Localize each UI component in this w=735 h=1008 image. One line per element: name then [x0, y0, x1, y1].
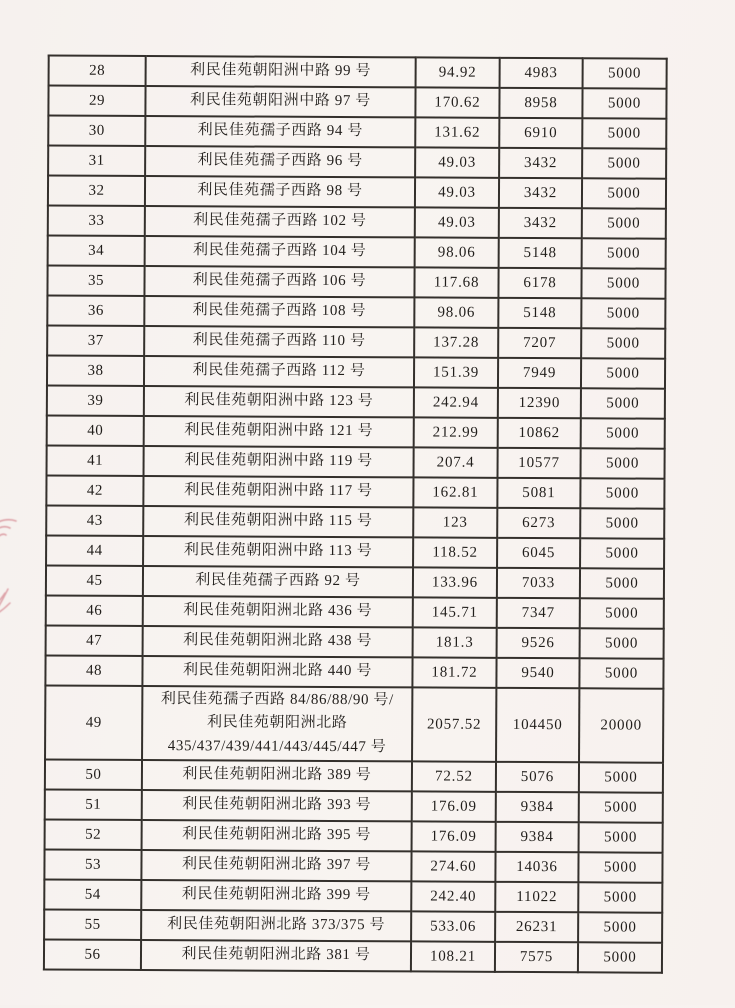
value-c-cell: 5000 [580, 508, 664, 538]
row-number-cell: 28 [49, 55, 146, 86]
value-b-cell: 8958 [499, 88, 582, 118]
value-c-cell: 5000 [579, 822, 663, 852]
table-row [47, 385, 665, 418]
row-number-cell: 43 [46, 505, 143, 536]
value-b-cell: 7949 [498, 358, 581, 388]
value-c-cell: 5000 [581, 448, 665, 478]
value-c-cell: 5000 [581, 388, 665, 418]
value-a-cell: 212.99 [414, 417, 498, 447]
table-row [48, 175, 666, 208]
table-row [46, 535, 664, 568]
row-number-cell: 44 [46, 535, 143, 566]
row-number-cell: 47 [46, 625, 143, 656]
address-cell: 利民佳苑孺子西路 112 号 [144, 356, 414, 387]
value-b-cell: 9384 [496, 822, 579, 852]
row-number-cell: 34 [48, 235, 145, 266]
address-cell: 利民佳苑朝阳洲北路 397 号 [141, 850, 411, 881]
table-row [46, 625, 664, 658]
value-c-cell: 5000 [581, 358, 665, 388]
value-b-cell: 6178 [498, 268, 581, 298]
table-row [45, 819, 663, 852]
value-b-cell: 12390 [498, 388, 581, 418]
value-a-cell: 242.94 [414, 387, 498, 417]
row-number-cell: 45 [46, 565, 143, 596]
value-a-cell: 242.40 [411, 881, 495, 911]
address-cell: 利民佳苑朝阳洲北路 393 号 [142, 790, 412, 821]
value-c-cell: 5000 [580, 628, 664, 658]
value-a-cell: 151.39 [414, 357, 498, 387]
value-b-cell: 5148 [498, 298, 581, 328]
address-cell: 利民佳苑朝阳洲中路 119 号 [144, 446, 414, 477]
table-row [44, 879, 662, 912]
value-b-cell: 7033 [497, 568, 580, 598]
value-c-cell: 5000 [580, 478, 664, 508]
table-row [47, 445, 665, 478]
value-b-cell: 10862 [498, 418, 581, 448]
value-a-cell: 274.60 [411, 851, 495, 881]
row-number-cell: 53 [44, 849, 141, 880]
value-b-cell: 4983 [500, 58, 583, 88]
row-number-cell: 56 [44, 939, 141, 970]
value-c-cell: 5000 [578, 912, 662, 942]
address-cell: 利民佳苑朝阳洲中路 115 号 [143, 506, 413, 537]
value-b-cell: 5081 [497, 478, 580, 508]
value-b-cell: 6273 [497, 508, 580, 538]
row-number-cell: 41 [47, 445, 144, 476]
value-c-cell: 5000 [581, 268, 665, 298]
fee-table-body [44, 55, 667, 972]
row-number-cell: 48 [45, 655, 142, 686]
value-b-cell: 7207 [498, 328, 581, 358]
address-cell: 利民佳苑朝阳洲北路 395 号 [142, 820, 412, 851]
table-row [49, 55, 667, 88]
value-a-cell: 49.03 [415, 147, 499, 177]
fee-table [43, 54, 668, 973]
address-cell: 利民佳苑孺子西路 84/86/88/90 号/ 利民佳苑朝阳洲北路 435/437/439/441/443/445/447 号 [142, 686, 412, 761]
value-a-cell: 94.92 [416, 57, 500, 87]
table-row [48, 205, 666, 238]
table-row [48, 235, 666, 268]
value-b-cell: 3432 [499, 178, 582, 208]
table-row [47, 415, 665, 448]
value-a-cell: 137.28 [414, 327, 498, 357]
address-cell: 利民佳苑朝阳洲中路 123 号 [144, 386, 414, 417]
row-number-cell: 38 [47, 355, 144, 386]
value-b-cell: 9526 [497, 628, 580, 658]
value-a-cell: 98.06 [415, 237, 499, 267]
table-row [48, 85, 666, 118]
row-number-cell: 31 [48, 145, 145, 176]
value-b-cell: 10577 [498, 448, 581, 478]
value-c-cell: 20000 [579, 688, 663, 762]
value-a-cell: 49.03 [415, 207, 499, 237]
table-row [48, 115, 666, 148]
row-number-cell: 46 [46, 595, 143, 626]
address-cell: 利民佳苑朝阳洲中路 97 号 [145, 86, 415, 117]
address-cell: 利民佳苑朝阳洲北路 438 号 [143, 626, 413, 657]
address-cell: 利民佳苑朝阳洲北路 389 号 [142, 760, 412, 791]
value-a-cell: 118.52 [413, 537, 497, 567]
value-c-cell: 5000 [582, 88, 666, 118]
value-a-cell: 108.21 [411, 941, 495, 971]
value-a-cell: 98.06 [414, 297, 498, 327]
address-cell: 利民佳苑孺子西路 104 号 [145, 236, 415, 267]
value-a-cell: 133.96 [413, 567, 497, 597]
row-number-cell: 37 [47, 325, 144, 356]
address-cell: 利民佳苑朝阳洲北路 399 号 [141, 880, 411, 911]
value-b-cell: 3432 [499, 208, 582, 238]
value-b-cell: 6045 [497, 538, 580, 568]
address-cell: 利民佳苑孺子西路 108 号 [144, 296, 414, 327]
value-b-cell: 3432 [499, 148, 582, 178]
address-cell: 利民佳苑孺子西路 106 号 [144, 266, 414, 297]
row-number-cell: 36 [47, 295, 144, 326]
table-row [48, 145, 666, 178]
value-b-cell: 6910 [499, 118, 582, 148]
address-cell: 利民佳苑孺子西路 110 号 [144, 326, 414, 357]
table-row [45, 685, 663, 762]
address-cell: 利民佳苑孺子西路 92 号 [143, 566, 413, 597]
table-row [47, 355, 665, 388]
value-a-cell: 123 [413, 507, 497, 537]
row-number-cell: 49 [45, 685, 142, 760]
value-a-cell: 117.68 [414, 267, 498, 297]
table-row [47, 265, 665, 298]
value-b-cell: 7575 [495, 942, 578, 972]
row-number-cell: 42 [46, 475, 143, 506]
address-cell: 利民佳苑朝阳洲北路 381 号 [141, 940, 411, 971]
value-b-cell: 11022 [495, 882, 578, 912]
value-c-cell: 5000 [578, 852, 662, 882]
value-a-cell: 131.62 [415, 117, 499, 147]
address-cell: 利民佳苑朝阳洲北路 373/375 号 [141, 910, 411, 941]
row-number-cell: 29 [48, 85, 145, 116]
row-number-cell: 50 [45, 759, 142, 790]
table-row [44, 849, 662, 882]
value-c-cell: 5000 [579, 762, 663, 792]
value-a-cell: 49.03 [415, 177, 499, 207]
row-number-cell: 33 [48, 205, 145, 236]
value-c-cell: 5000 [582, 208, 666, 238]
value-a-cell: 145.71 [413, 597, 497, 627]
value-b-cell: 9540 [496, 658, 579, 688]
value-b-cell: 9384 [496, 792, 579, 822]
address-cell: 利民佳苑朝阳洲北路 440 号 [142, 656, 412, 687]
table-row [44, 939, 662, 972]
address-cell: 利民佳苑朝阳洲中路 117 号 [143, 476, 413, 507]
value-c-cell: 5000 [579, 792, 663, 822]
value-c-cell: 5000 [580, 568, 664, 598]
row-number-cell: 32 [48, 175, 145, 206]
value-c-cell: 5000 [582, 238, 666, 268]
value-b-cell: 5076 [496, 762, 579, 792]
value-c-cell: 5000 [581, 298, 665, 328]
address-cell: 利民佳苑孺子西路 94 号 [145, 116, 415, 147]
value-b-cell: 14036 [495, 852, 578, 882]
address-cell: 利民佳苑朝阳洲中路 121 号 [144, 416, 414, 447]
value-c-cell: 5000 [579, 658, 663, 688]
address-cell: 利民佳苑朝阳洲中路 99 号 [146, 56, 416, 87]
address-cell: 利民佳苑孺子西路 98 号 [145, 176, 415, 207]
value-b-cell: 5148 [499, 238, 582, 268]
value-a-cell: 181.72 [412, 657, 496, 687]
address-cell: 利民佳苑朝阳洲中路 113 号 [143, 536, 413, 567]
value-a-cell: 2057.52 [412, 687, 496, 761]
value-b-cell: 104450 [496, 688, 579, 762]
table-row [45, 759, 663, 792]
value-c-cell: 5000 [582, 118, 666, 148]
table-row [45, 655, 663, 688]
value-a-cell: 533.06 [411, 911, 495, 941]
row-number-cell: 54 [44, 879, 141, 910]
value-c-cell: 5000 [580, 538, 664, 568]
row-number-cell: 39 [47, 385, 144, 416]
table-row [46, 565, 664, 598]
value-a-cell: 72.52 [412, 761, 496, 791]
value-a-cell: 207.4 [414, 447, 498, 477]
value-c-cell: 5000 [583, 58, 667, 88]
value-a-cell: 162.81 [413, 477, 497, 507]
value-c-cell: 5000 [581, 328, 665, 358]
address-cell: 利民佳苑孺子西路 96 号 [145, 146, 415, 177]
value-c-cell: 5000 [578, 942, 662, 972]
table-row [44, 909, 662, 942]
value-c-cell: 5000 [578, 882, 662, 912]
value-b-cell: 7347 [497, 598, 580, 628]
row-number-cell: 52 [45, 819, 142, 850]
value-c-cell: 5000 [581, 418, 665, 448]
row-number-cell: 35 [47, 265, 144, 296]
value-a-cell: 176.09 [412, 821, 496, 851]
row-number-cell: 40 [47, 415, 144, 446]
value-c-cell: 5000 [582, 178, 666, 208]
address-cell: 利民佳苑朝阳洲北路 436 号 [143, 596, 413, 627]
table-row [46, 475, 664, 508]
address-cell: 利民佳苑孺子西路 102 号 [145, 206, 415, 237]
table-row [47, 325, 665, 358]
table-row [46, 595, 664, 628]
row-number-cell: 30 [48, 115, 145, 146]
table-row [46, 505, 664, 538]
row-number-cell: 51 [45, 789, 142, 820]
row-number-cell: 55 [44, 909, 141, 940]
value-c-cell: 5000 [582, 148, 666, 178]
table-row [45, 789, 663, 822]
value-a-cell: 170.62 [415, 87, 499, 117]
value-c-cell: 5000 [580, 598, 664, 628]
value-a-cell: 176.09 [412, 791, 496, 821]
table-row [47, 295, 665, 328]
value-b-cell: 26231 [495, 912, 578, 942]
value-a-cell: 181.3 [413, 627, 497, 657]
